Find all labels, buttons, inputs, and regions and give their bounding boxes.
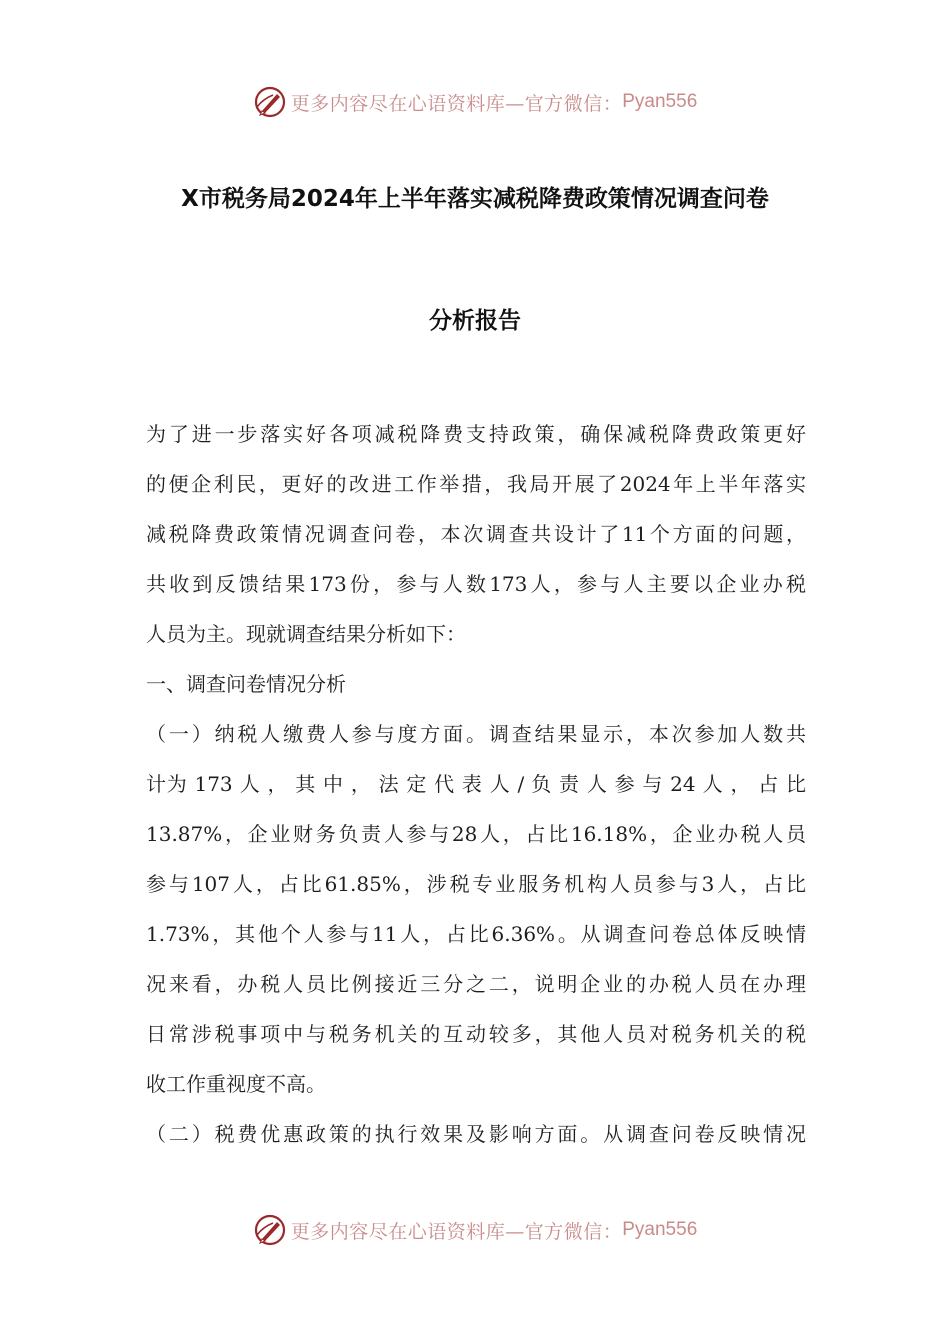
pen-circle-logo-icon bbox=[253, 1213, 287, 1247]
body-line: 计为 173 人 ， 其 中 ， 法 定 代 表 人 / 负 责 人 参 与 24 人 ， 占 比 bbox=[146, 772, 806, 796]
body-line: 收工作重视度不高。 bbox=[146, 1072, 326, 1096]
watermark-text: 更多内容尽在心语资料库—官方微信： bbox=[290, 92, 623, 115]
section-heading: 一、调查问卷情况分析 bbox=[146, 672, 346, 696]
body-line: 1.73%，其他个人参与11人，占比6.36%。从调查问卷总体反映情 bbox=[146, 922, 806, 946]
watermark-banner-top bbox=[0, 80, 950, 124]
body-line: （二）税费优惠政策的执行效果及影响方面。从调查问卷反映情况 bbox=[146, 1122, 806, 1146]
body-line: 为了进一步落实好各项减税降费支持政策，确保减税降费政策更好 bbox=[146, 422, 806, 446]
body-line: 共收到反馈结果173份，参与人数173人，参与人主要以企业办税 bbox=[146, 572, 806, 596]
body-line: 参与107人，占比61.85%，涉税专业服务机构人员参与3人，占比 bbox=[146, 872, 806, 896]
body-line: 13.87%，企业财务负责人参与28人，占比16.18%，企业办税人员 bbox=[146, 822, 806, 846]
watermark-id: Pyan556 bbox=[622, 91, 698, 112]
body-line: 减税降费政策情况调查问卷，本次调查共设计了11个方面的问题， bbox=[146, 522, 806, 546]
pen-circle-logo-icon bbox=[253, 85, 287, 119]
body-line: （一）纳税人缴费人参与度方面。调查结果显示，本次参加人数共 bbox=[146, 722, 806, 746]
watermark-banner-bottom bbox=[0, 1208, 950, 1252]
body-line: 人员为主。现就调查结果分析如下： bbox=[146, 622, 466, 646]
document-title-line2: 分析报告 bbox=[429, 308, 521, 334]
body-line: 况来看，办税人员比例接近三分之二，说明企业的办税人员在办理 bbox=[146, 972, 806, 996]
watermark-text: 更多内容尽在心语资料库—官方微信： bbox=[290, 1220, 623, 1243]
document-body bbox=[146, 417, 806, 1167]
body-line: 日常涉税事项中与税务机关的互动较多，其他人员对税务机关的税 bbox=[146, 1022, 806, 1046]
watermark-id: Pyan556 bbox=[622, 1219, 698, 1240]
document-title-line1: X市税务局2024年上半年落实减税降费政策情况调查问卷 bbox=[181, 186, 769, 212]
body-line: 的便企利民，更好的改进工作举措，我局开展了2024年上半年落实 bbox=[146, 472, 806, 496]
